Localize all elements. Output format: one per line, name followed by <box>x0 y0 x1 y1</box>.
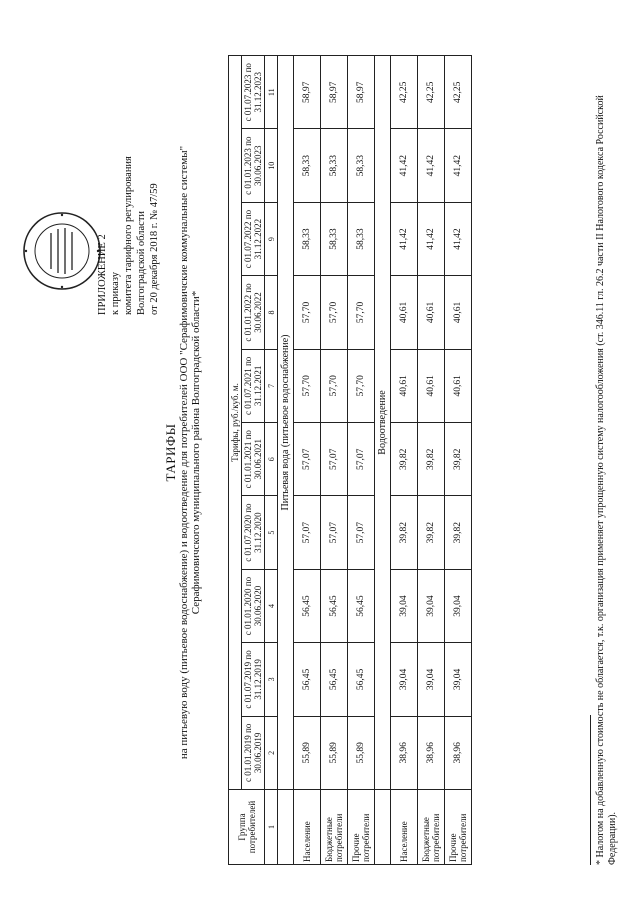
tariff-value: 57,07 <box>321 496 348 569</box>
tariff-value: 39,82 <box>445 423 472 496</box>
tariff-value: 57,70 <box>294 349 321 422</box>
tariff-value: 57,07 <box>348 496 375 569</box>
tariff-value: 57,07 <box>348 423 375 496</box>
column-number: 1 <box>265 790 278 865</box>
column-number: 5 <box>265 496 278 569</box>
tariff-value: 40,61 <box>418 349 445 422</box>
tariff-value: 57,70 <box>321 276 348 349</box>
period-header: с 01.01.2021 по 30.06.2021 <box>242 423 265 496</box>
footnote-rule <box>590 715 591 865</box>
tariff-value: 55,89 <box>348 716 375 789</box>
tariff-value: 56,45 <box>321 643 348 716</box>
tariff-value: 39,82 <box>418 423 445 496</box>
appendix-header <box>96 75 161 315</box>
column-number: 10 <box>265 129 278 202</box>
tariff-value: 57,70 <box>348 276 375 349</box>
tariff-value: 42,25 <box>391 56 418 129</box>
tariff-value: 57,07 <box>294 423 321 496</box>
tariff-value: 57,70 <box>294 276 321 349</box>
period-header: с 01.01.2019 по 30.06.2019 <box>242 716 265 789</box>
tariff-value: 57,07 <box>294 496 321 569</box>
column-number: 4 <box>265 569 278 642</box>
tariff-value: 42,25 <box>418 56 445 129</box>
consumer-group: Прочие потребители <box>348 790 375 865</box>
tariff-value: 38,96 <box>418 716 445 789</box>
appendix-order-date: от 20 декабря 2018 г. № 47/59 <box>149 183 160 315</box>
appendix-to-order: к приказу <box>110 272 121 315</box>
tariff-value: 57,70 <box>348 349 375 422</box>
appendix-label: ПРИЛОЖЕНИЕ 2 <box>97 234 108 315</box>
footnote: * Налогом на добавленную стоимость не облагается, т.к. организация применяет упрощенную систему налогообложения (ст. 346.11 гл. 26.2 части II Налогового кодекса Российской Федерации). <box>595 95 618 865</box>
tariff-value: 57,07 <box>321 423 348 496</box>
tariff-value: 58,33 <box>294 202 321 275</box>
tariff-value: 39,04 <box>445 643 472 716</box>
table-row <box>294 56 321 865</box>
tariff-value: 39,04 <box>445 569 472 642</box>
tariff-value: 58,97 <box>294 56 321 129</box>
period-header: с 01.07.2021 по 31.12.2021 <box>242 349 265 422</box>
period-header-row <box>242 56 265 865</box>
period-header: с 01.01.2022 по 30.06.2022 <box>242 276 265 349</box>
tariff-value: 41,42 <box>445 129 472 202</box>
tariff-value: 56,45 <box>294 643 321 716</box>
section-spacer <box>278 790 294 865</box>
tariff-value: 56,45 <box>321 569 348 642</box>
tariff-value: 41,42 <box>445 202 472 275</box>
tariff-value: 39,82 <box>418 496 445 569</box>
tariff-value: 40,61 <box>418 276 445 349</box>
section-title: Питьевая вода (питьевое водоснабжение) <box>278 56 294 790</box>
column-number: 9 <box>265 202 278 275</box>
official-seal <box>22 211 102 291</box>
column-number-row <box>265 56 278 865</box>
tariff-value: 38,96 <box>445 716 472 789</box>
section-spacer <box>375 790 391 865</box>
column-number: 2 <box>265 716 278 789</box>
tariff-value: 40,61 <box>445 276 472 349</box>
tariff-table <box>228 55 472 865</box>
consumer-group: Бюджетные потребители <box>418 790 445 865</box>
tariff-value: 39,82 <box>391 496 418 569</box>
tariff-value: 56,45 <box>348 643 375 716</box>
table-row <box>445 56 472 865</box>
table-row <box>348 56 375 865</box>
tariff-value: 41,42 <box>418 202 445 275</box>
table-row <box>391 56 418 865</box>
consumer-group: Бюджетные потребители <box>321 790 348 865</box>
tariff-value: 56,45 <box>348 569 375 642</box>
tariff-value: 58,33 <box>321 202 348 275</box>
tariff-value: 39,04 <box>391 569 418 642</box>
group-column-header: Группа потребителей <box>229 790 265 865</box>
tariff-value: 58,97 <box>348 56 375 129</box>
appendix-region: Волгоградской области <box>136 210 147 315</box>
consumer-group: Население <box>391 790 418 865</box>
tariff-value: 39,04 <box>391 643 418 716</box>
tariff-value: 58,33 <box>321 129 348 202</box>
tariff-value: 41,42 <box>391 202 418 275</box>
column-number: 7 <box>265 349 278 422</box>
tariff-value: 55,89 <box>294 716 321 789</box>
section-title: Водоотведение <box>375 56 391 790</box>
period-header: с 01.01.2020 по 30.06.2020 <box>242 569 265 642</box>
tariff-value: 40,61 <box>391 349 418 422</box>
tariff-value: 41,42 <box>418 129 445 202</box>
tariff-value: 39,04 <box>418 569 445 642</box>
tariff-value: 40,61 <box>391 276 418 349</box>
tariff-value: 41,42 <box>391 129 418 202</box>
period-header: с 01.01.2023 по 30.06.2023 <box>242 129 265 202</box>
document-title: ТАРИФЫ <box>163 423 178 482</box>
tariff-value: 56,45 <box>294 569 321 642</box>
consumer-group: Население <box>294 790 321 865</box>
column-number: 6 <box>265 423 278 496</box>
tariff-value: 58,33 <box>348 202 375 275</box>
tariff-value: 39,82 <box>391 423 418 496</box>
tariff-value: 58,97 <box>321 56 348 129</box>
appendix-committee: комитета тарифного регулирования <box>123 156 134 315</box>
section-title-row <box>278 56 294 865</box>
tariff-value: 58,33 <box>294 129 321 202</box>
tariff-column-header: Тарифы, руб./куб. м. <box>229 56 242 790</box>
document-subtitle: на питьевую воду (питьевое водоснабжение) и водоотведение для потребителей ООО "Серафимовичские коммунальные системы" Серафимовичского муниципального района Волгоградской области* <box>178 145 202 760</box>
consumer-group: Прочие потребители <box>445 790 472 865</box>
period-header: с 01.07.2022 по 31.12.2022 <box>242 202 265 275</box>
seal-icon <box>22 211 102 291</box>
tariff-value: 38,96 <box>391 716 418 789</box>
column-number: 3 <box>265 643 278 716</box>
tariff-value: 39,82 <box>445 496 472 569</box>
period-header: с 01.07.2019 по 31.12.2019 <box>242 643 265 716</box>
tariff-value: 55,89 <box>321 716 348 789</box>
section-title-row <box>375 56 391 865</box>
period-header: с 01.07.2020 по 31.12.2020 <box>242 496 265 569</box>
table-row <box>321 56 348 865</box>
tariff-value: 58,33 <box>348 129 375 202</box>
column-number: 11 <box>265 56 278 129</box>
tariff-value: 42,25 <box>445 56 472 129</box>
tariff-value: 40,61 <box>445 349 472 422</box>
tariff-value: 57,70 <box>321 349 348 422</box>
column-number: 8 <box>265 276 278 349</box>
tariff-value: 39,04 <box>418 643 445 716</box>
period-header: с 01.07.2023 по 31.12.2023 <box>242 56 265 129</box>
tariff-table-body <box>265 56 472 865</box>
table-row <box>418 56 445 865</box>
